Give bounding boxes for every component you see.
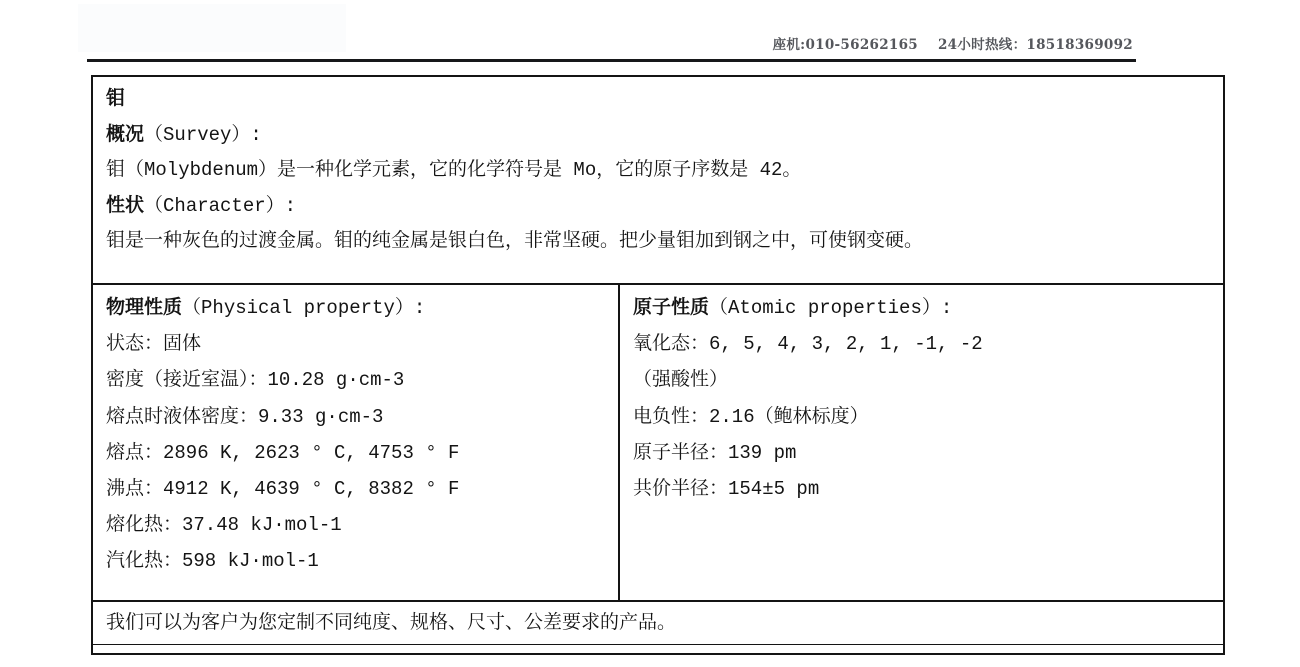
header-contact [773,33,1133,53]
physical-row-heat-of-fusion: 熔化热：37.48 kJ·mol-1 [106,514,342,537]
physical-row-boiling-point: 沸点：4912 K, 4639 ° C, 8382 ° F [106,478,460,501]
character-text: 钼是一种灰色的过渡金属。钼的纯金属是银白色，非常坚硬。把少量钼加到钢之中，可使钢变硬。 [106,230,924,253]
element-title: 钼 [106,88,126,110]
landline-number: 座机:010-56262165 [772,37,918,53]
atomic-row-acidity: （强酸性） [633,369,729,392]
atomic-heading [633,290,1210,326]
physical-suffix: （Physical property）: [182,297,426,319]
survey-suffix: （Survey）: [144,123,262,146]
physical-row-melting-point: 熔点：2896 K, 2623 ° C, 4753 ° F [106,441,460,464]
physical-row-state: 状态：固体 [106,333,202,356]
survey-text: 钼（Molybdenum）是一种化学元素，它的化学符号是 Mo，它的原子序数是 42。 [106,159,802,182]
hotline-number: 24小时热线：18518369092 [937,37,1133,53]
atomic-suffix: （Atomic properties）: [709,297,953,319]
character-suffix: （Character）: [144,194,297,217]
character-heading [106,189,1210,225]
survey-heading [106,118,1210,154]
custom-order-note: 我们可以为客户为您定制不同纯度、规格、尺寸、公差要求的产品。 [106,612,677,634]
atomic-label: 原子性质 [633,297,710,319]
intro-section [93,77,1223,283]
custom-order-note-row [93,600,1223,644]
element-info-table [91,75,1225,655]
character-label: 性状 [106,194,145,217]
physical-row-density: 密度（接近室温）：10.28 g·cm-3 [106,369,405,392]
physical-label: 物理性质 [106,297,183,319]
logo-placeholder [78,4,346,52]
properties-section [93,283,1223,600]
physical-row-heat-of-vaporization: 汽化热：598 kJ·mol-1 [106,550,319,573]
table-bottom-strip [93,644,1223,651]
atomic-properties-column [620,285,1223,600]
atomic-row-atomic-radius: 原子半径：139 pm [633,441,797,464]
physical-properties-column [93,285,620,600]
physical-heading [106,290,605,326]
survey-label: 概况 [106,123,145,146]
atomic-row-oxidation-states: 氧化态：6, 5, 4, 3, 2, 1, -1, -2 [633,333,983,356]
atomic-row-electronegativity: 电负性：2.16（鲍林标度） [633,405,869,428]
atomic-row-covalent-radius: 共价半径：154±5 pm [633,478,820,501]
physical-row-liquid-density: 熔点时液体密度：9.33 g·cm-3 [106,405,384,428]
header-divider-rule [87,59,1136,62]
